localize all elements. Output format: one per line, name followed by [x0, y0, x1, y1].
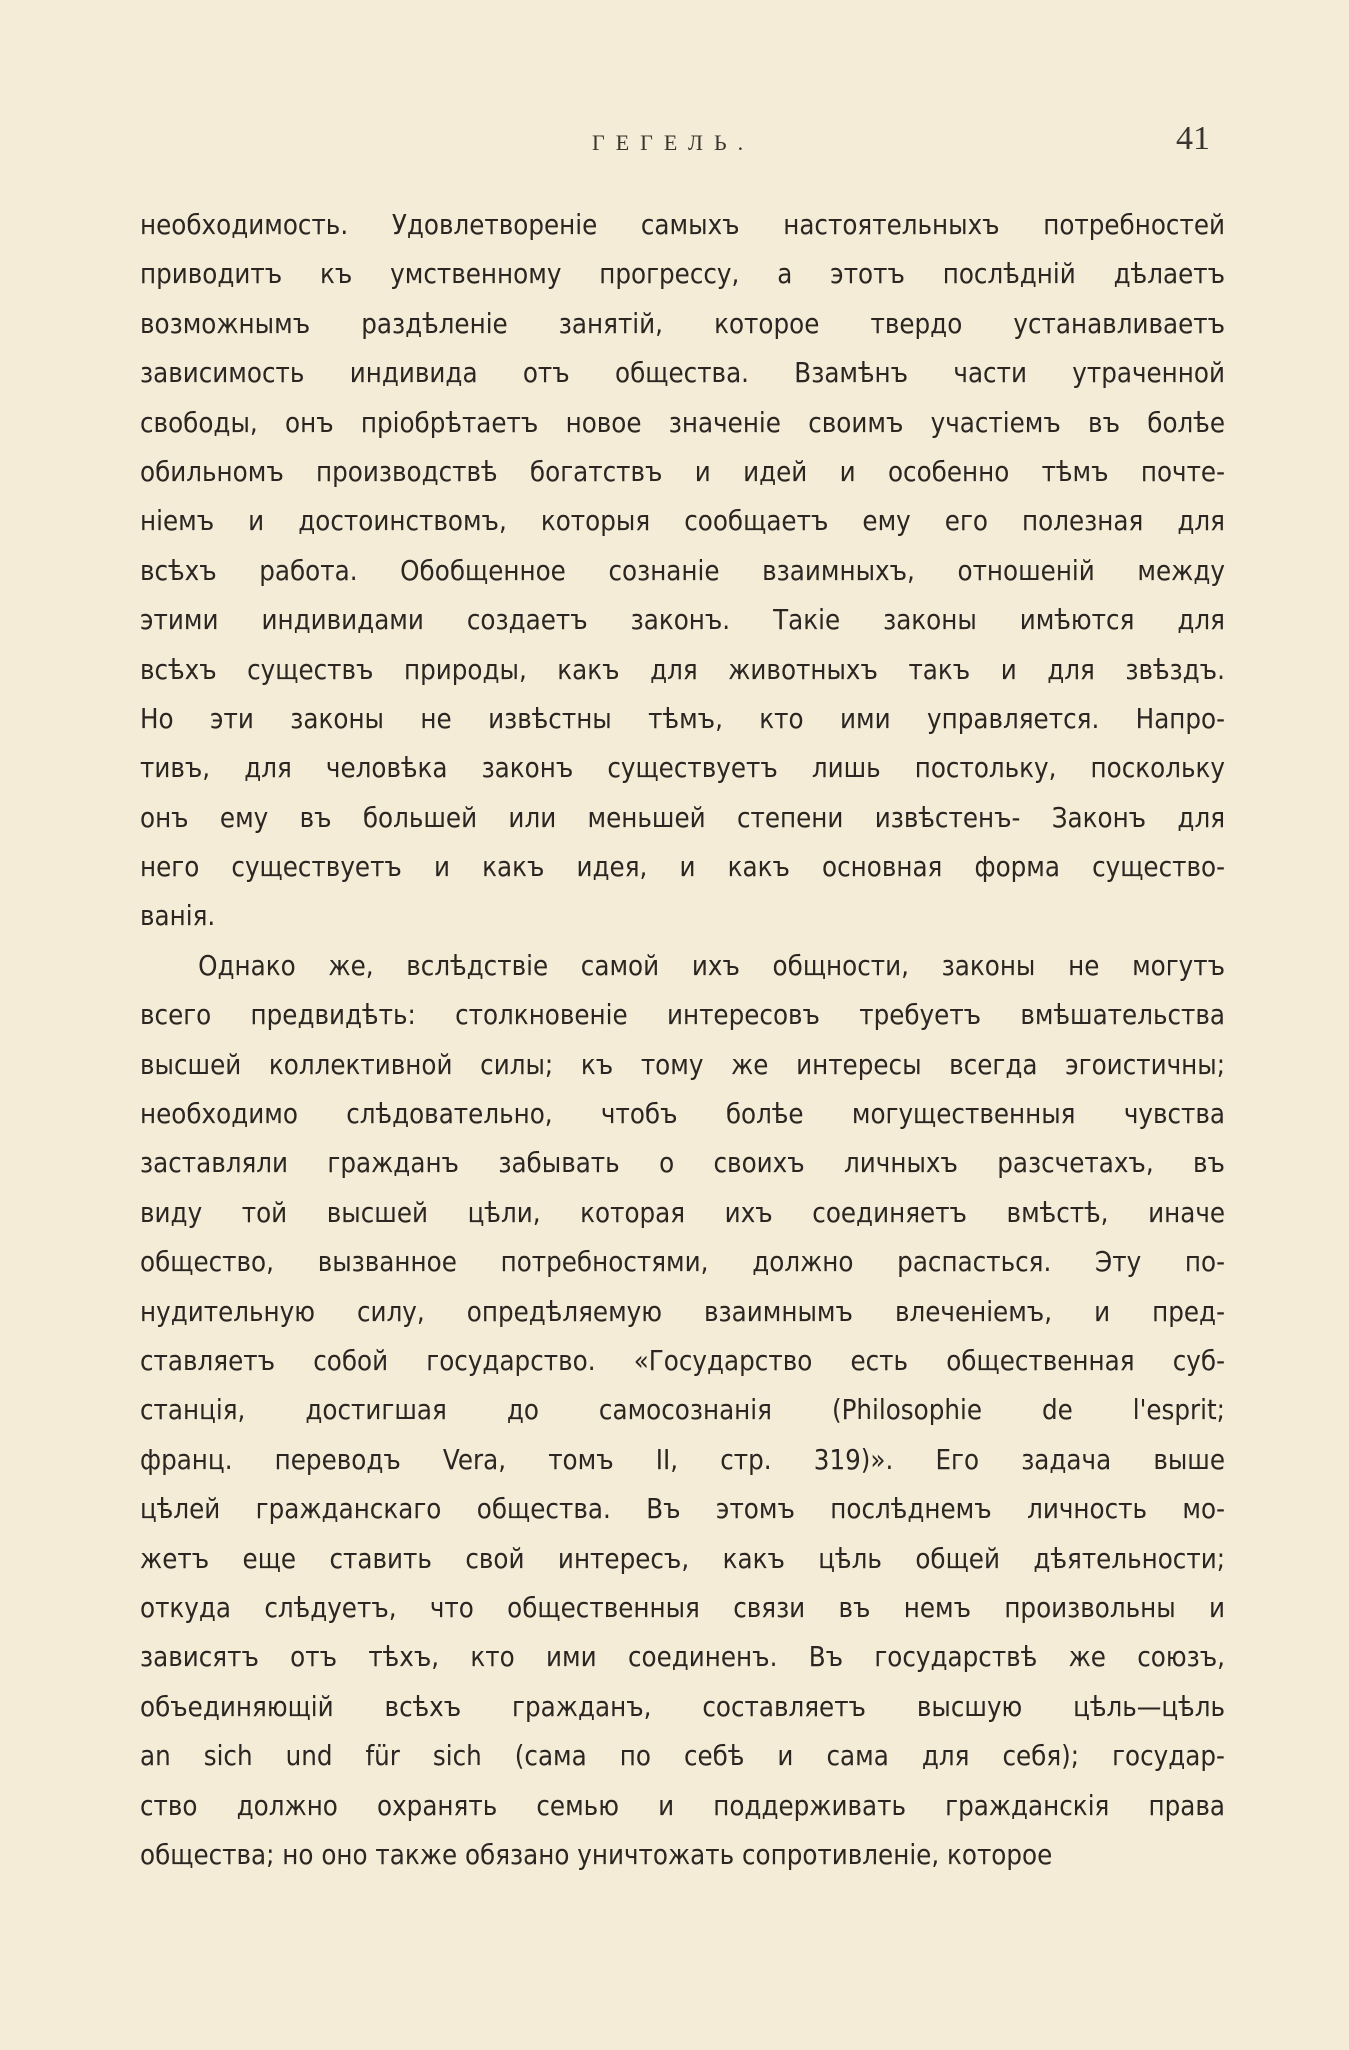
text-line: общество, вызванное потребностями, должно распасться. Эту по- [140, 1245, 1225, 1279]
text-line: всего предвидѣть: столкновенiе интересовъ требуетъ вмѣшательства [140, 998, 1225, 1032]
text-line: ство должно охранять семью и поддерживать гражданскiя права [140, 1788, 1225, 1822]
text-line: приводитъ къ умственному прогрессу, а этотъ послѣднiй дѣлаетъ [140, 257, 1225, 291]
page-number: 41 [1176, 120, 1210, 157]
text-line: нудительную силу, опредѣляемую взаимнымъ влеченiемъ, и пред- [140, 1294, 1225, 1328]
text-line: него существуетъ и какъ идея, и какъ основная форма существо- [140, 850, 1225, 884]
text-line: ванiя. [140, 899, 216, 933]
text-line: цѣлей гражданскаго общества. Въ этомъ послѣднемъ личность мо- [140, 1492, 1225, 1526]
text-line: всѣхъ работа. Обобщенное сознанiе взаимныхъ, отношенiй между [140, 553, 1225, 587]
text-line: зависимость индивида отъ общества. Взамѣнъ части утраченной [140, 356, 1225, 390]
text-line: откуда слѣдуетъ, что общественныя связи въ немъ произвольны и [140, 1590, 1226, 1624]
text-line: обильномъ производствѣ богатствъ и идей и особенно тѣмъ почте- [140, 454, 1225, 488]
text-line: объединяющiй всѣхъ гражданъ, составляетъ высшую цѣль—цѣль [140, 1689, 1226, 1723]
text-line: виду той высшей цѣли, которая ихъ соединяетъ вмѣстѣ, иначе [140, 1195, 1226, 1229]
text-line: Но эти законы не извѣстны тѣмъ, кто ими управляется. Напро- [140, 701, 1226, 735]
text-line: общества; но оно также обязано уничтожать сопротивленiе, которое [140, 1837, 1053, 1871]
running-title: ГЕГЕЛЬ. [592, 130, 755, 155]
paragraph [140, 941, 1225, 1879]
text-line: возможнымъ раздѣленiе занятiй, которое твердо устанавливаетъ [140, 306, 1226, 340]
text-line: необходимо слѣдовательно, чтобъ болѣе могущественныя чувства [140, 1097, 1225, 1131]
body-text [140, 200, 1225, 1879]
text-line: необходимость. Удовлетворенiе самыхъ настоятельныхъ потребностей [140, 208, 1226, 241]
text-line: всѣхъ существъ природы, какъ для животныхъ такъ и для звѣздъ. [140, 652, 1225, 686]
text-line: Однако же, вслѣдствiе самой ихъ общности, законы не могутъ [198, 948, 1226, 982]
text-line: жетъ еще ставить свой интересъ, какъ цѣль общей дѣятельности; [140, 1541, 1226, 1575]
text-line: зависятъ отъ тѣхъ, кто ими соединенъ. Въ государствѣ же союзъ, [140, 1640, 1225, 1674]
text-line: франц. переводъ Vera, томъ II, стр. 319)». Его задача выше [140, 1442, 1226, 1476]
text-line: тивъ, для человѣка законъ существуетъ лишь постольку, поскольку [140, 751, 1225, 785]
text-line: этими индивидами создаетъ законъ. Такiе законы имѣются для [140, 603, 1225, 637]
text-line: an sich und für sich (сама по себѣ и сама для себя); государ- [140, 1739, 1225, 1773]
paragraph [140, 200, 1225, 941]
text-line: заставляли гражданъ забывать о своихъ личныхъ разсчетахъ, въ [140, 1146, 1225, 1180]
text-line: высшей коллективной силы; къ тому же интересы всегда эгоистичны; [140, 1047, 1226, 1081]
text-line: ставляетъ собой государство. «Государство есть общественная суб- [140, 1343, 1225, 1377]
text-line: свободы, онъ прiобрѣтаетъ новое значенiе своимъ участiемъ въ болѣе [140, 405, 1225, 439]
text-line: онъ ему въ большей или меньшей степени извѣстенъ- Законъ для [140, 800, 1226, 834]
text-line: станцiя, достигшая до самосознанiя (Philosophie de l'esprit; [140, 1393, 1225, 1427]
text-line: нiемъ и достоинствомъ, которыя сообщаетъ ему его полезная для [140, 504, 1225, 538]
